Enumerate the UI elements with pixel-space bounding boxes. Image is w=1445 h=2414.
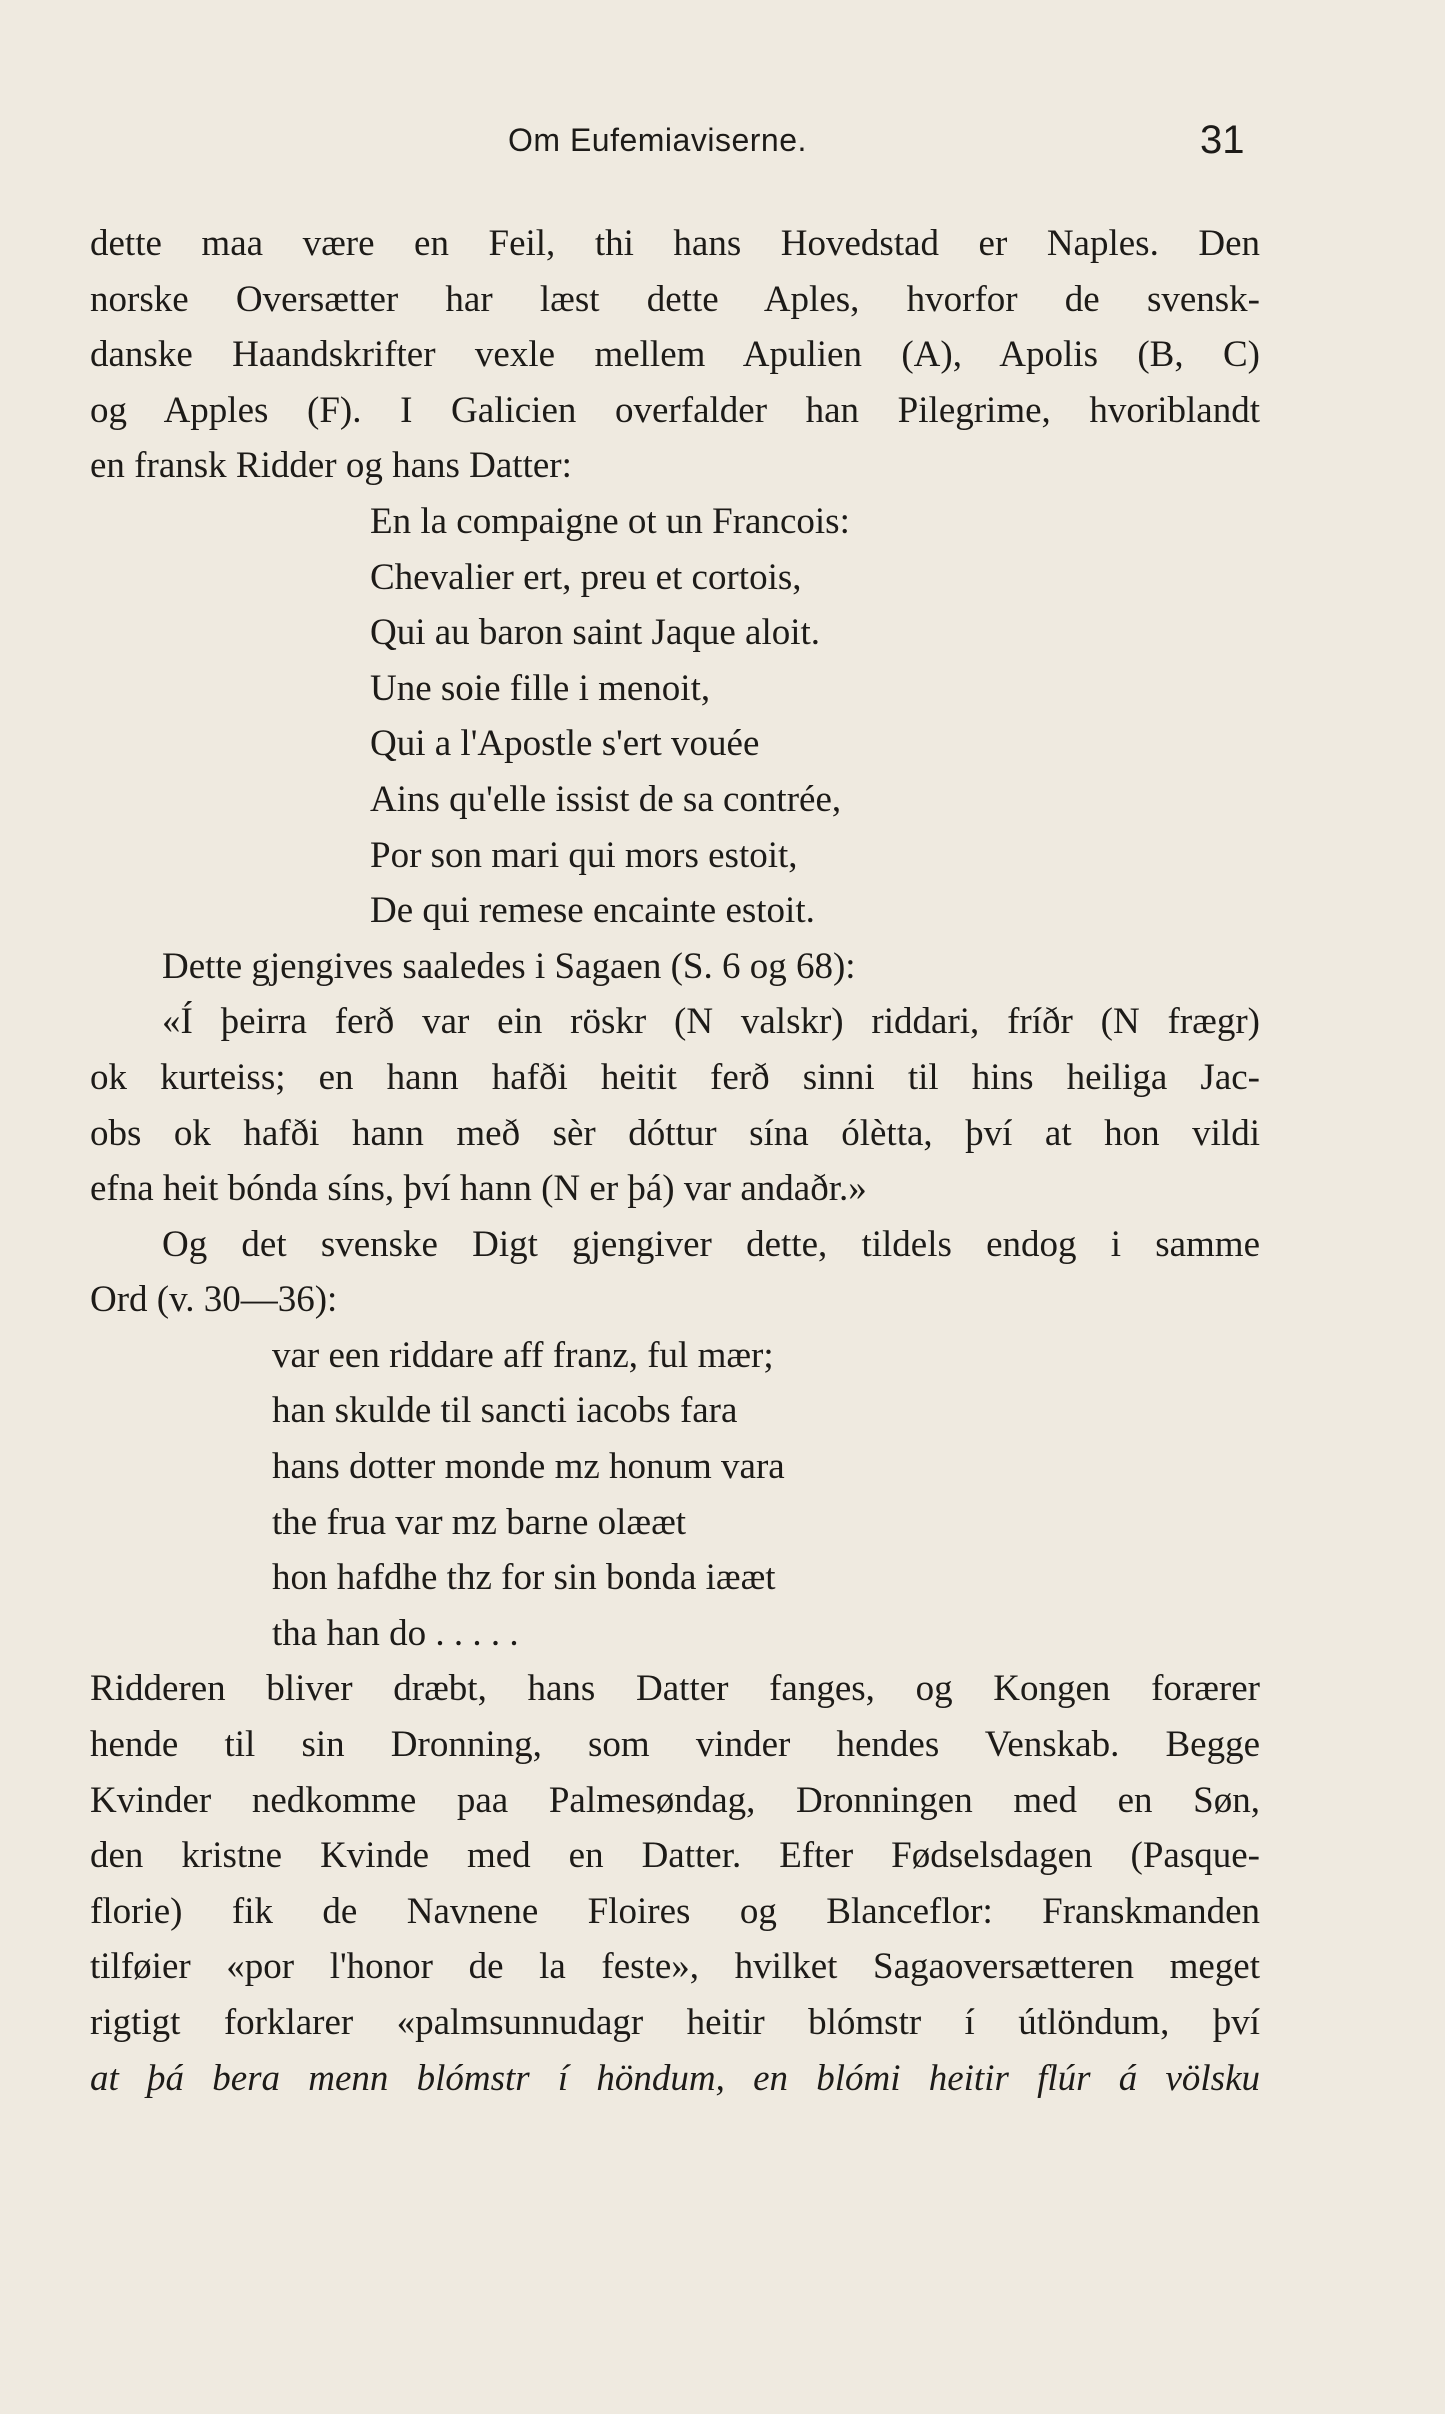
text-line: danske Haandskrifter vexle mellem Apulien (A), Apolis (B, C) bbox=[90, 334, 1260, 376]
verse-line: Ains qu'elle issist de sa contrée, bbox=[370, 778, 842, 820]
text-line: Ridderen bliver dræbt, hans Datter fanges, og Kongen forærer bbox=[90, 1668, 1260, 1710]
verse-line: De qui remese encainte estoit. bbox=[370, 890, 815, 932]
verse-line: hans dotter monde mz honum vara bbox=[272, 1446, 785, 1488]
page-header bbox=[0, 118, 1445, 166]
verse-line: Une soie fille i menoit, bbox=[370, 667, 711, 709]
verse-line: the frua var mz barne olææt bbox=[272, 1501, 687, 1543]
verse-line: hon hafdhe thz for sin bonda iææt bbox=[272, 1557, 776, 1599]
text-line: ok kurteiss; en hann hafði heitit ferð sinni til hins heiliga Jac- bbox=[90, 1056, 1260, 1098]
text-line: at þá bera menn blómstr í höndum, en blómi heitir flúr á völsku bbox=[90, 2057, 1260, 2099]
text-line: Og det svenske Digt gjengiver dette, tildels endog i samme bbox=[162, 1223, 1260, 1265]
text-line: den kristne Kvinde med en Datter. Efter Fødselsdagen (Pasque- bbox=[90, 1835, 1260, 1877]
text-line: Kvinder nedkomme paa Palmesøndag, Dronningen med en Søn, bbox=[90, 1779, 1260, 1821]
text-line: «Í þeirra ferð var ein röskr (N valskr) riddari, fríðr (N frægr) bbox=[162, 1001, 1260, 1043]
body-text bbox=[90, 216, 1260, 2106]
page-number: 31 bbox=[1200, 118, 1245, 162]
verse-line: Qui au baron saint Jaque aloit. bbox=[370, 612, 821, 654]
text-line: en fransk Ridder og hans Datter: bbox=[90, 445, 572, 487]
text-line: tilføier «por l'honor de la feste», hvilket Sagaoversætteren meget bbox=[90, 1946, 1260, 1988]
text-line: Ord (v. 30—36): bbox=[90, 1279, 338, 1321]
text-line: obs ok hafði hann með sèr dóttur sína ólètta, því at hon vildi bbox=[90, 1112, 1260, 1154]
text-line: efna heit bónda síns, því hann (N er þá) var andaðr.» bbox=[90, 1168, 867, 1210]
text-line: rigtigt forklarer «palmsunnudagr heitir blómstr í útlöndum, því bbox=[90, 2002, 1260, 2043]
text-line: og Apples (F). I Galicien overfalder han Pilegrime, hvoriblandt bbox=[90, 389, 1260, 431]
text-line: florie) fik de Navnene Floires og Blanceflor: Franskmanden bbox=[90, 1890, 1260, 1932]
verse-line: han skulde til sancti iacobs fara bbox=[272, 1390, 738, 1432]
verse-line: tha han do . . . . . bbox=[272, 1612, 519, 1654]
verse-line: var een riddare aff franz, ful mær; bbox=[272, 1334, 774, 1376]
text-line: hende til sin Dronning, som vinder hendes Venskab. Begge bbox=[90, 1724, 1260, 1766]
text-line: dette maa være en Feil, thi hans Hovedstad er Naples. Den bbox=[90, 223, 1260, 264]
verse-line: Por son mari qui mors estoit, bbox=[370, 834, 798, 876]
verse-line: En la compaigne ot un Francois: bbox=[370, 500, 850, 542]
running-title: Om Eufemiaviserne. bbox=[508, 122, 807, 158]
verse-line: Qui a l'Apostle s'ert vouée bbox=[370, 723, 760, 765]
text-line: Dette gjengives saaledes i Sagaen (S. 6 og 68): bbox=[162, 945, 856, 987]
text-line: norske Oversætter har læst dette Aples, hvorfor de svensk- bbox=[90, 278, 1260, 320]
verse-line: Chevalier ert, preu et cortois, bbox=[370, 556, 802, 598]
